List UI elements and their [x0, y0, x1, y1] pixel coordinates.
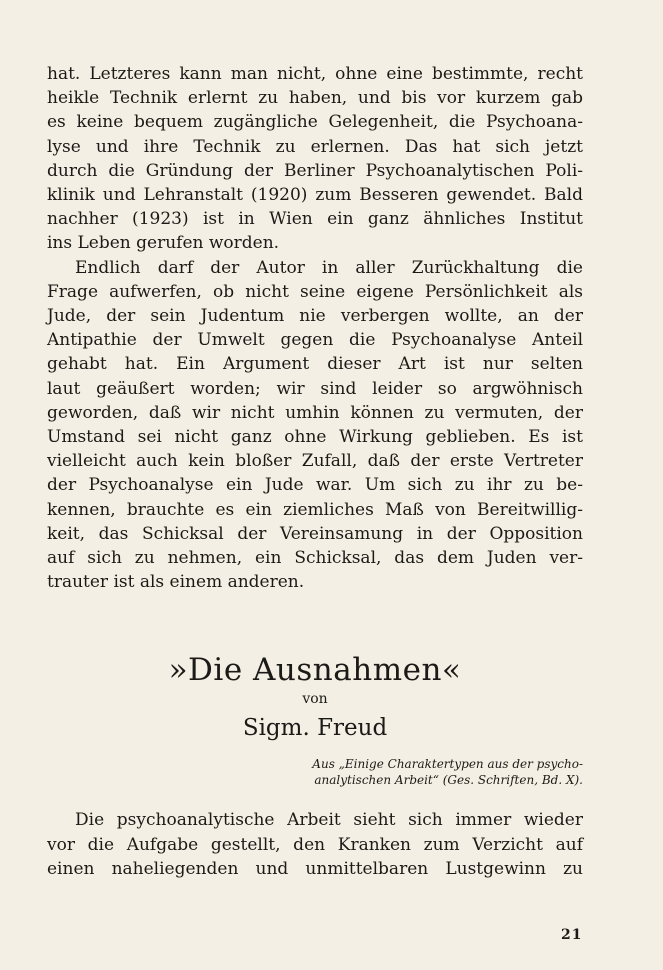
text-line: Antipathie der Umwelt gegen die Psychoanalyse Anteil: [47, 330, 583, 351]
text-line: vielleicht auch kein bloßer Zufall, daß der erste Vertreter: [47, 451, 583, 472]
text-line: kennen, brauchte es ein ziemliches Maß von Bereitwillig-: [47, 499, 583, 520]
paragraph-continuation: [47, 62, 583, 256]
text-line: laut geäußert worden; wir sind leider so argwöhnisch: [47, 378, 583, 399]
text-line: trauter ist als einem anderen.: [47, 572, 305, 593]
text-line: Frage aufwerfen, ob nicht seine eigene Persönlichkeit als: [47, 281, 583, 302]
text-line: heikle Technik erlernt zu haben, und bis vor kurzem gab: [47, 88, 583, 109]
text-line: nachher (1923) ist in Wien ein ganz ähnliches Institut: [47, 209, 583, 230]
text-line: der Psychoanalyse ein Jude war. Um sich zu ihr zu be-: [47, 475, 583, 496]
text-line: lyse und ihre Technik zu erlernen. Das hat sich jetzt: [47, 136, 583, 157]
text-line: Jude, der sein Judentum nie verbergen wollte, an der: [47, 306, 583, 327]
text-line: gehabt hat. Ein Argument dieser Art ist nur selten: [47, 354, 583, 375]
text-line: auf sich zu nehmen, ein Schicksal, das dem Juden ver-: [47, 548, 583, 569]
article-byline-von: von: [302, 691, 328, 708]
source-line: analytischen Arbeit“ (Ges. Schriften, Bd. X).: [314, 773, 583, 788]
text-line: keit, das Schicksal der Vereinsamung in der Opposition: [47, 523, 583, 544]
text-line: geworden, daß wir nicht umhin können zu vermuten, der: [47, 402, 583, 423]
text-line: Endlich darf der Autor in aller Zurückhaltung die: [75, 257, 583, 278]
text-line: hat. Letzteres kann man nicht, ohne eine bestimmte, recht: [47, 64, 583, 84]
paragraph-jewish-identity: [47, 256, 583, 595]
text-line: es keine bequem zugängliche Gelegenheit, die Psychoana-: [47, 112, 583, 133]
text-line: einen naheliegenden und unmittelbaren Lustgewinn zu: [47, 858, 583, 879]
page-content: [47, 62, 583, 881]
article-author: Sigm. Freud: [242, 715, 388, 742]
paragraph-article-start: [47, 808, 583, 881]
page-number: 21: [561, 927, 583, 943]
text-line: durch die Gründung der Berliner Psychoanalytischen Poli-: [47, 160, 583, 181]
text-line: Umstand sei nicht ganz ohne Wirkung geblieben. Es ist: [47, 427, 583, 448]
text-line: klinik und Lehranstalt (1920) zum Besseren gewendet. Bald: [47, 185, 583, 206]
text-line: vor die Aufgabe gestellt, den Kranken zum Verzicht auf: [47, 834, 583, 855]
article-source: [47, 756, 583, 788]
source-line: Aus „Einige Charaktertypen aus der psycho-: [312, 757, 583, 772]
article-title: »Die Ausnahmen«: [168, 652, 462, 689]
text-line: Die psychoanalytische Arbeit sieht sich immer wieder: [75, 810, 583, 831]
text-line: ins Leben gerufen worden.: [47, 233, 280, 254]
